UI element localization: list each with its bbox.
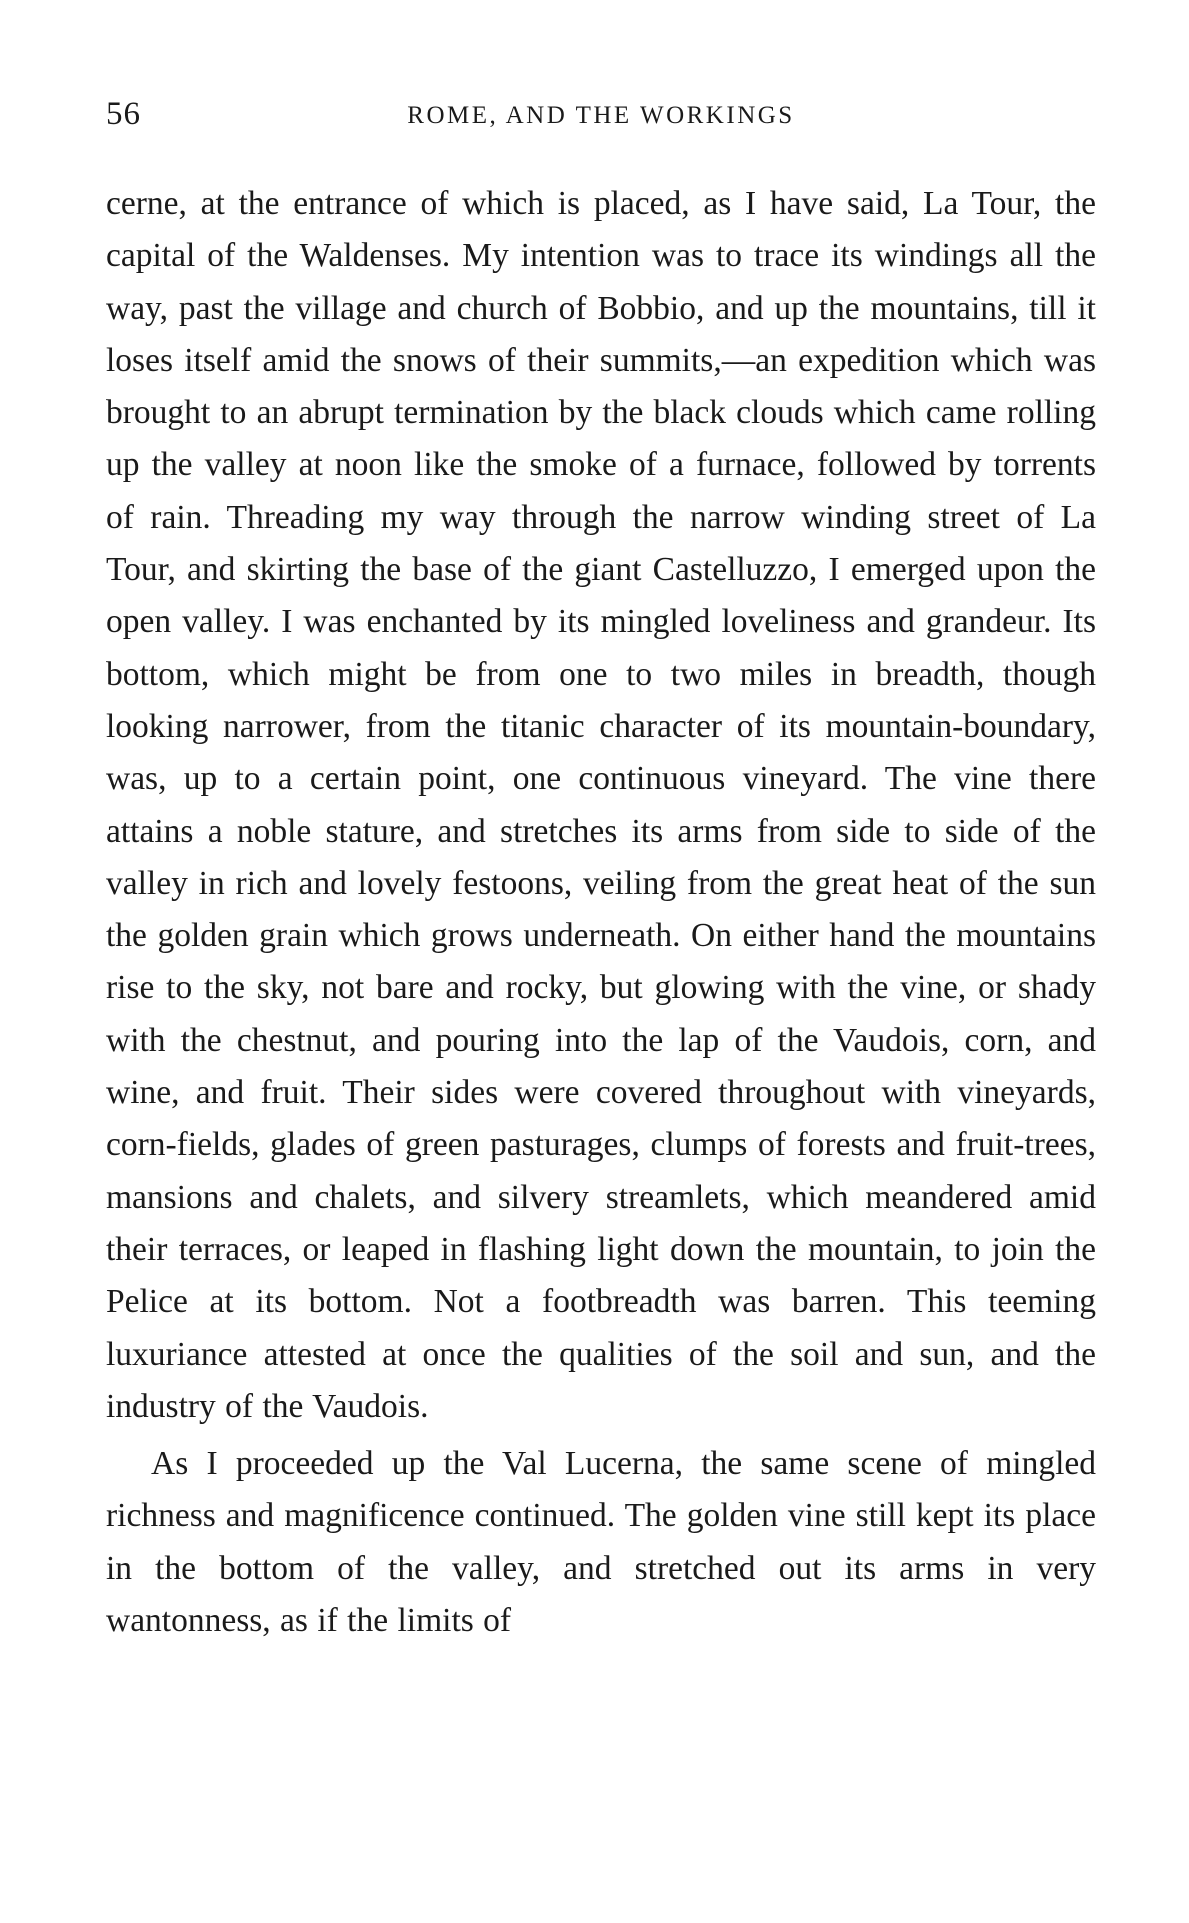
running-header xyxy=(106,96,1096,136)
body-text xyxy=(106,178,1096,1647)
running-title: ROME, AND THE WORKINGS xyxy=(407,102,795,129)
paragraph-2: As I proceeded up the Val Lucerna, the same scene of mingled richness and magnificence continued. The golden vine still kept its place in the bottom of the valley, and stretched out its arms in very wantonness, as if the limits of xyxy=(106,1445,1096,1640)
paragraph-1: cerne, at the entrance of which is placed, as I have said, La Tour, the capital of the Waldenses. My intention was to trace its windings all the way, past the village and church of Bobbio, and up the mountains, till it loses itself amid the snows of their summits,—an expedition which was brought to an abrupt termination by the black clouds which came rolling up the valley at noon like the smoke of a furnace, followed by torrents of rain. Threading my way through the narrow winding street of La Tour, and skirting the base of the giant Castelluzzo, I emerged upon the open valley. I was enchanted by its mingled loveliness and grandeur. Its bottom, which might be from one to two miles in breadth, though looking narrower, from the titanic character of its mountain-boundary, was, up to a certain point, one continuous vineyard. The vine there attains a noble stature, and stretches its arms from side to side of the valley in rich and lovely festoons, veiling from the great heat of the sun the golden grain which grows underneath. On either hand the mountains rise to the sky, not bare and rocky, but glowing with the vine, or shady with the chestnut, and pouring into the lap of the Vaudois, corn, and wine, and fruit. Their sides were covered throughout with vineyards, corn-fields, glades of green pasturages, clumps of forests and fruit-trees, mansions and chalets, and silvery streamlets, which meandered amid their terraces, or leaped in flashing light down the mountain, to join the Pelice at its bottom. Not a footbreadth was barren. This teeming luxuriance attested at once the qualities of the soil and sun, and the industry of the Vaudois. xyxy=(106,185,1096,1425)
page-number: 56 xyxy=(106,96,141,132)
